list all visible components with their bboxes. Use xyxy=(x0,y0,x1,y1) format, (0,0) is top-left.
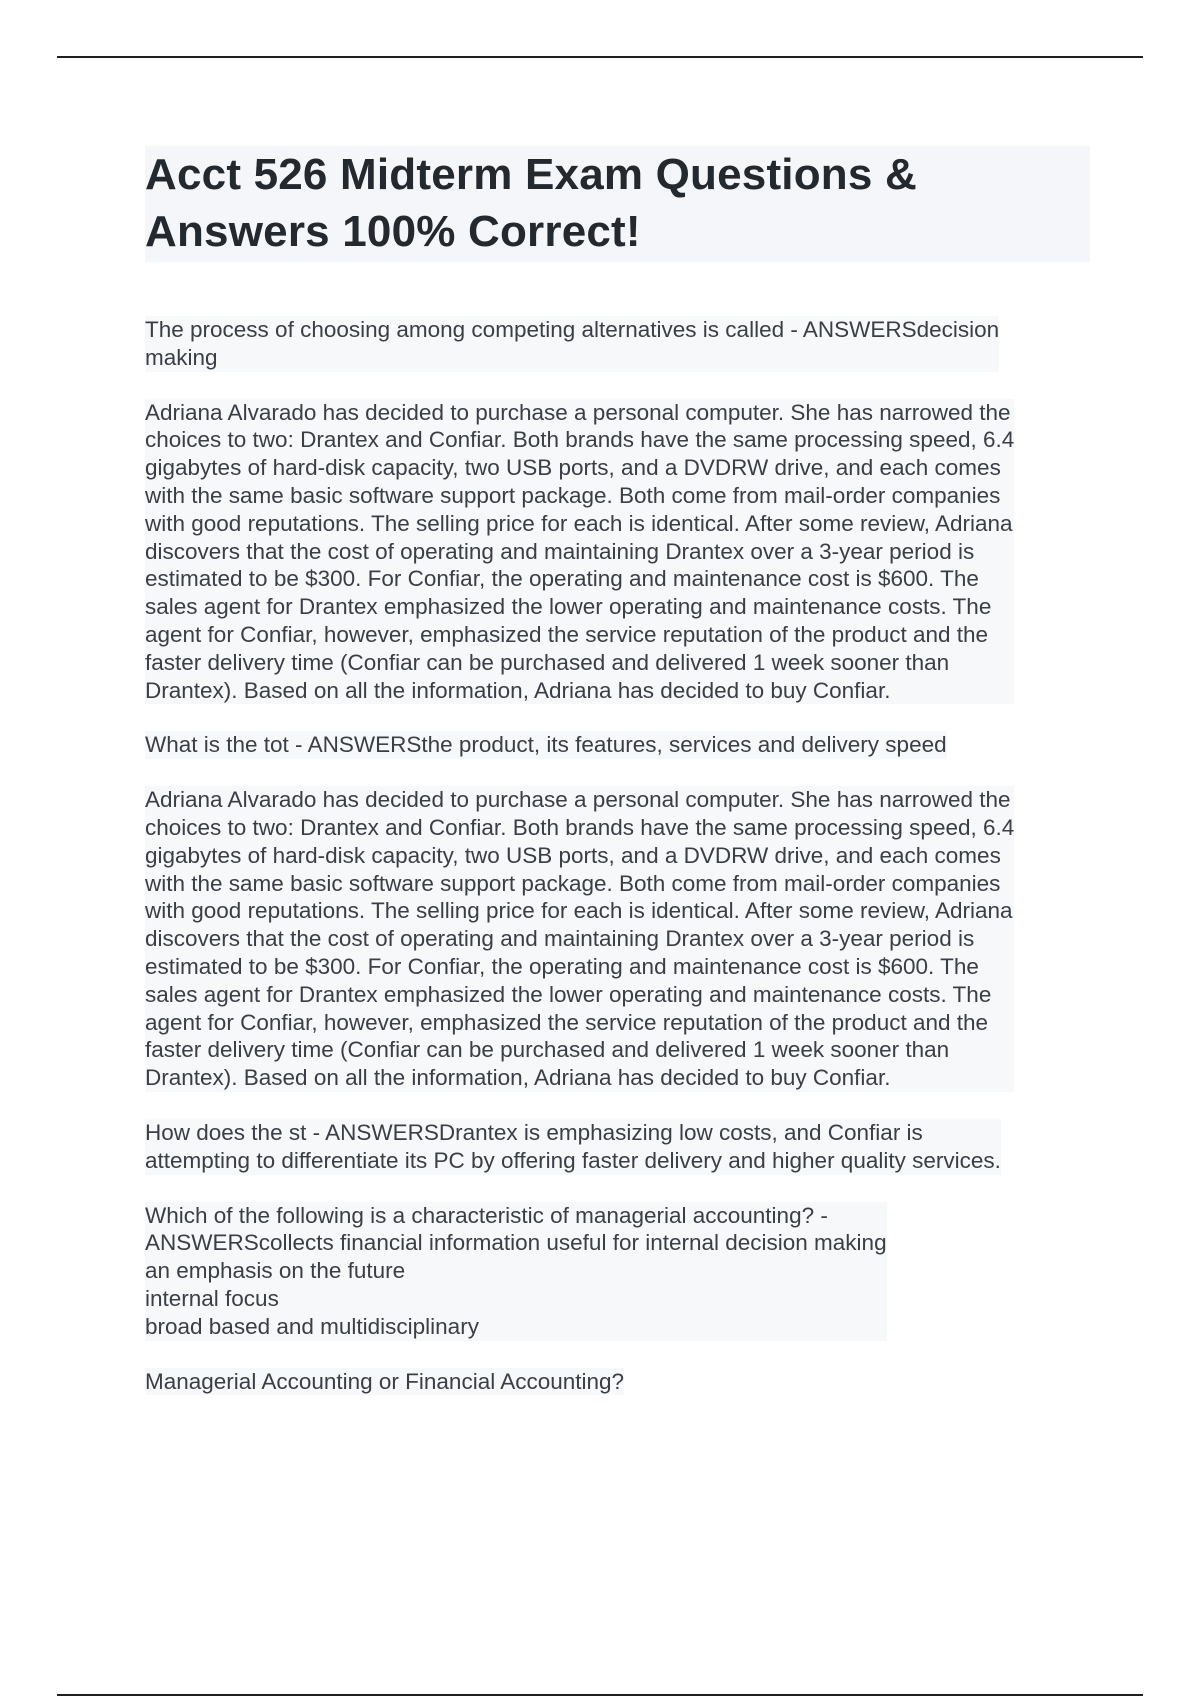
qa-entry: What is the tot - ANSWERSthe product, its features, services and delivery speed xyxy=(145,732,947,758)
title-block xyxy=(145,146,1090,262)
qa-entry: The process of choosing among competing alternatives is called - ANSWERSdecision making xyxy=(145,317,1000,370)
qa-entry: How does the st - ANSWERSDrantex is emphasizing low costs, and Confiar is attempting to differentiate its PC by offering faster delivery and higher quality services. xyxy=(145,1119,1001,1173)
document-title: Acct 526 Midterm Exam Questions & Answers 100% Correct! xyxy=(145,150,917,256)
qa-entry: Adriana Alvarado has decided to purchase a personal computer. She has narrowed the choices to two: Drantex and Confiar. Both brands have the same processing speed, 6.4 gigabytes of hard-disk capacity, two USB ports, and a DVDRW drive, and each comes with the same basic software support package. Both come from mail-order companies with good reputations. The selling price for each is identical. After some review, Adriana discovers that the cost of operating and maintaining Drantex over a 3-year period is estimated to be $300. For Confiar, the operating and maintenance cost is $600. The sales agent for Drantex emphasized the lower operating and maintenance costs. The agent for Confiar, however, emphasized the service reputation of the product and the faster delivery time (Confiar can be purchased and delivered 1 week sooner than Drantex). Based on all the information, Adriana has decided to buy Confiar. xyxy=(145,787,1015,1091)
top-rule xyxy=(57,56,1143,58)
document-body xyxy=(145,146,1090,1422)
qa-entry: Which of the following is a characteristic of managerial accounting? - ANSWERScollects financial information useful for internal decision making an emphasis on the future internal focus broad based and multidisciplinary xyxy=(145,1202,887,1339)
bottom-rule xyxy=(57,1694,1143,1696)
qa-entry: Managerial Accounting or Financial Accounting? xyxy=(145,1368,625,1394)
qa-entry: Adriana Alvarado has decided to purchase a personal computer. She has narrowed the choices to two: Drantex and Confiar. Both brands have the same processing speed, 6.4 gigabytes of hard-disk capacity, two USB ports, and a DVDRW drive, and each comes with the same basic software support package. Both come from mail-order companies with good reputations. The selling price for each is identical. After some review, Adriana discovers that the cost of operating and maintaining Drantex over a 3-year period is estimated to be $300. For Confiar, the operating and maintenance cost is $600. The sales agent for Drantex emphasized the lower operating and maintenance costs. The agent for Confiar, however, emphasized the service reputation of the product and the faster delivery time (Confiar can be purchased and delivered 1 week sooner than Drantex). Based on all the information, Adriana has decided to buy Confiar. xyxy=(145,399,1015,703)
qa-list xyxy=(145,316,1090,1395)
